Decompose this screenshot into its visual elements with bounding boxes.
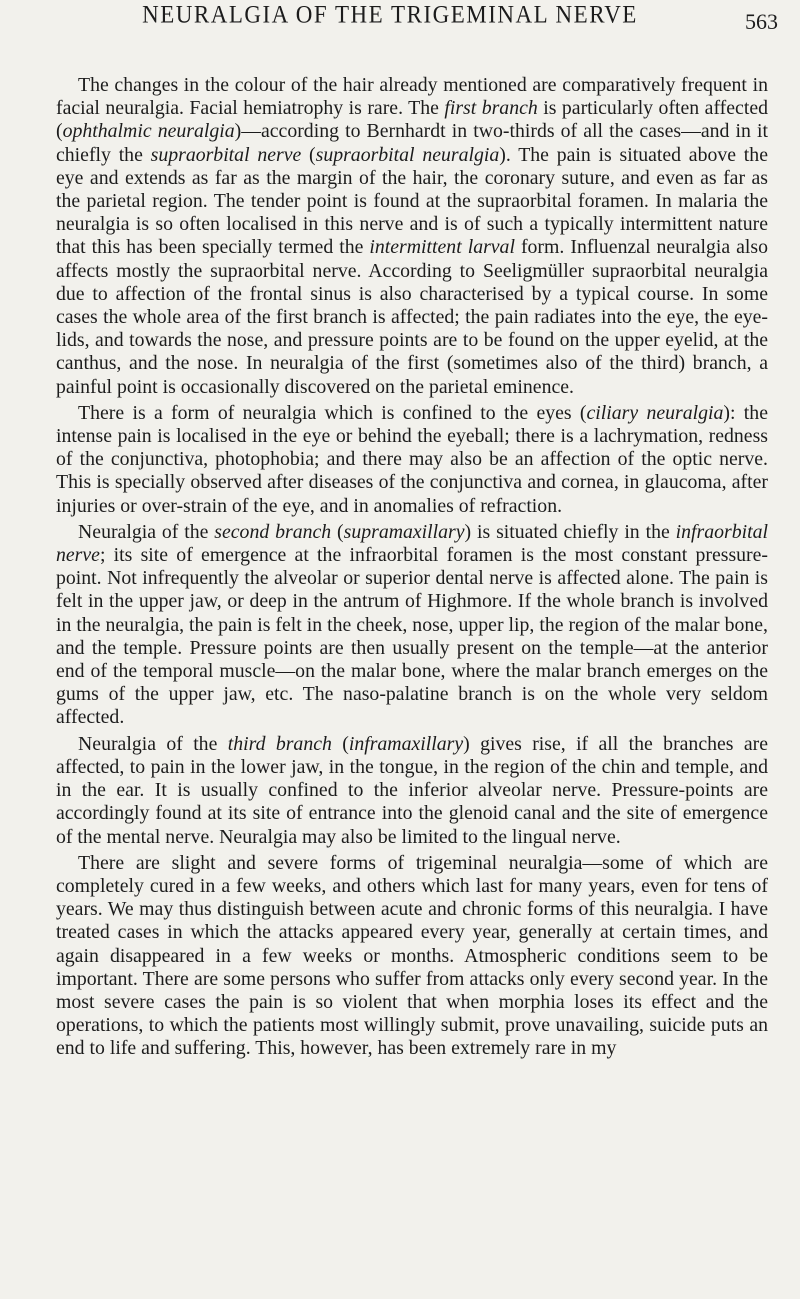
paragraph-ciliary-neuralgia: There is a form of neuralgia which is confined to the eyes (ciliary neuralgia): the intense pain is localised in the eye or behind the eyeball; there is a lachrymation, redness of the conjunctiva, photophobia; and there may also be an affection of the optic nerve. This is specially observed after diseases of the conjunctiva and cornea, in glaucoma, after injuries or over-strain of the eye, and in anomalies of refraction.	[56, 401, 768, 517]
running-head: NEURALGIA OF THE TRIGEMINAL NERVE	[142, 0, 638, 28]
paragraph-second-branch: Neuralgia of the second branch (supramaxillary) is situated chiefly in the infraorbital nerve; its site of emergence at the infraorbital foramen is the most constant pressure-point. Not infrequently the alveolar or superior dental nerve is affected alone. The pain is felt in the upper jaw, or deep in the antrum of Highmore. If the whole branch is involved in the neuralgia, the pain is felt in the cheek, nose, upper lip, the region of the malar bone, and the temple. Pressure points are then usually present on the temple—at the anterior end of the temporal muscle—on the malar bone, where the malar branch emerges on the gums of the upper jaw, etc. The naso-palatine branch is on the whole very seldom affected.	[56, 520, 768, 729]
paragraph-first-branch: The changes in the colour of the hair already mentioned are comparatively frequent in facial neuralgia. Facial hemiatrophy is rare. The first branch is particularly often affected (ophthalmic neuralgia)—according to Bernhardt in two-thirds of all the cases—and in it chiefly the supraorbital nerve (supraorbital neuralgia). The pain is situated above the eye and extends as far as the margin of the hair, the coronary suture, and even as far as the parietal region. The tender point is found at the supraorbital foramen. In malaria the neuralgia is so often localised in this nerve and is of such a typically intermittent nature that this has been specially termed the intermittent larval form. Influenzal neuralgia also affects mostly the supraorbital nerve. According to Seeligmüller supraorbital neuralgia due to affection of the frontal sinus is also characterised by a typical course. In some cases the whole area of the first branch is affected; the pain radiates into the eye, the eye-lids, and towards the nose, and pressure points are to be found on the upper eyelid, at the canthus, and the nose. In neuralgia of the first (sometimes also of the third) branch, a painful point is occasionally discovered on the parietal eminence.	[56, 74, 769, 398]
page-number: 563	[745, 9, 778, 34]
paragraph-severity-forms: There are slight and severe forms of trigeminal neuralgia—some of which are completely cured in a few weeks, and others which last for many years, even for tens of years. We may thus distinguish between acute and chronic forms of this neuralgia. I have treated cases in which the attacks appeared every year, generally at certain times, and again disappeared in a few weeks or months. Atmospheric conditions seem to be important. There are some persons who suffer from attacks only every second year. In the most severe cases the pain is so violent that when morphia loses its effect and the operations, to which the patients most willingly submit, prove unavailing, suicide puts an end to life and suffering. This, however, has been extremely rare in my	[56, 851, 768, 1060]
body-text	[56, 74, 768, 1061]
paragraph-third-branch: Neuralgia of the third branch (inframaxillary) gives rise, if all the branches are affected, to pain in the lower jaw, in the tongue, in the region of the chin and temple, and in the ear. It is usually confined to the inferior alveolar nerve. Pressure-points are accordingly found at its site of entrance into the glenoid canal and the site of emergence of the mental nerve. Neuralgia may also be limited to the lingual nerve.	[56, 732, 768, 848]
